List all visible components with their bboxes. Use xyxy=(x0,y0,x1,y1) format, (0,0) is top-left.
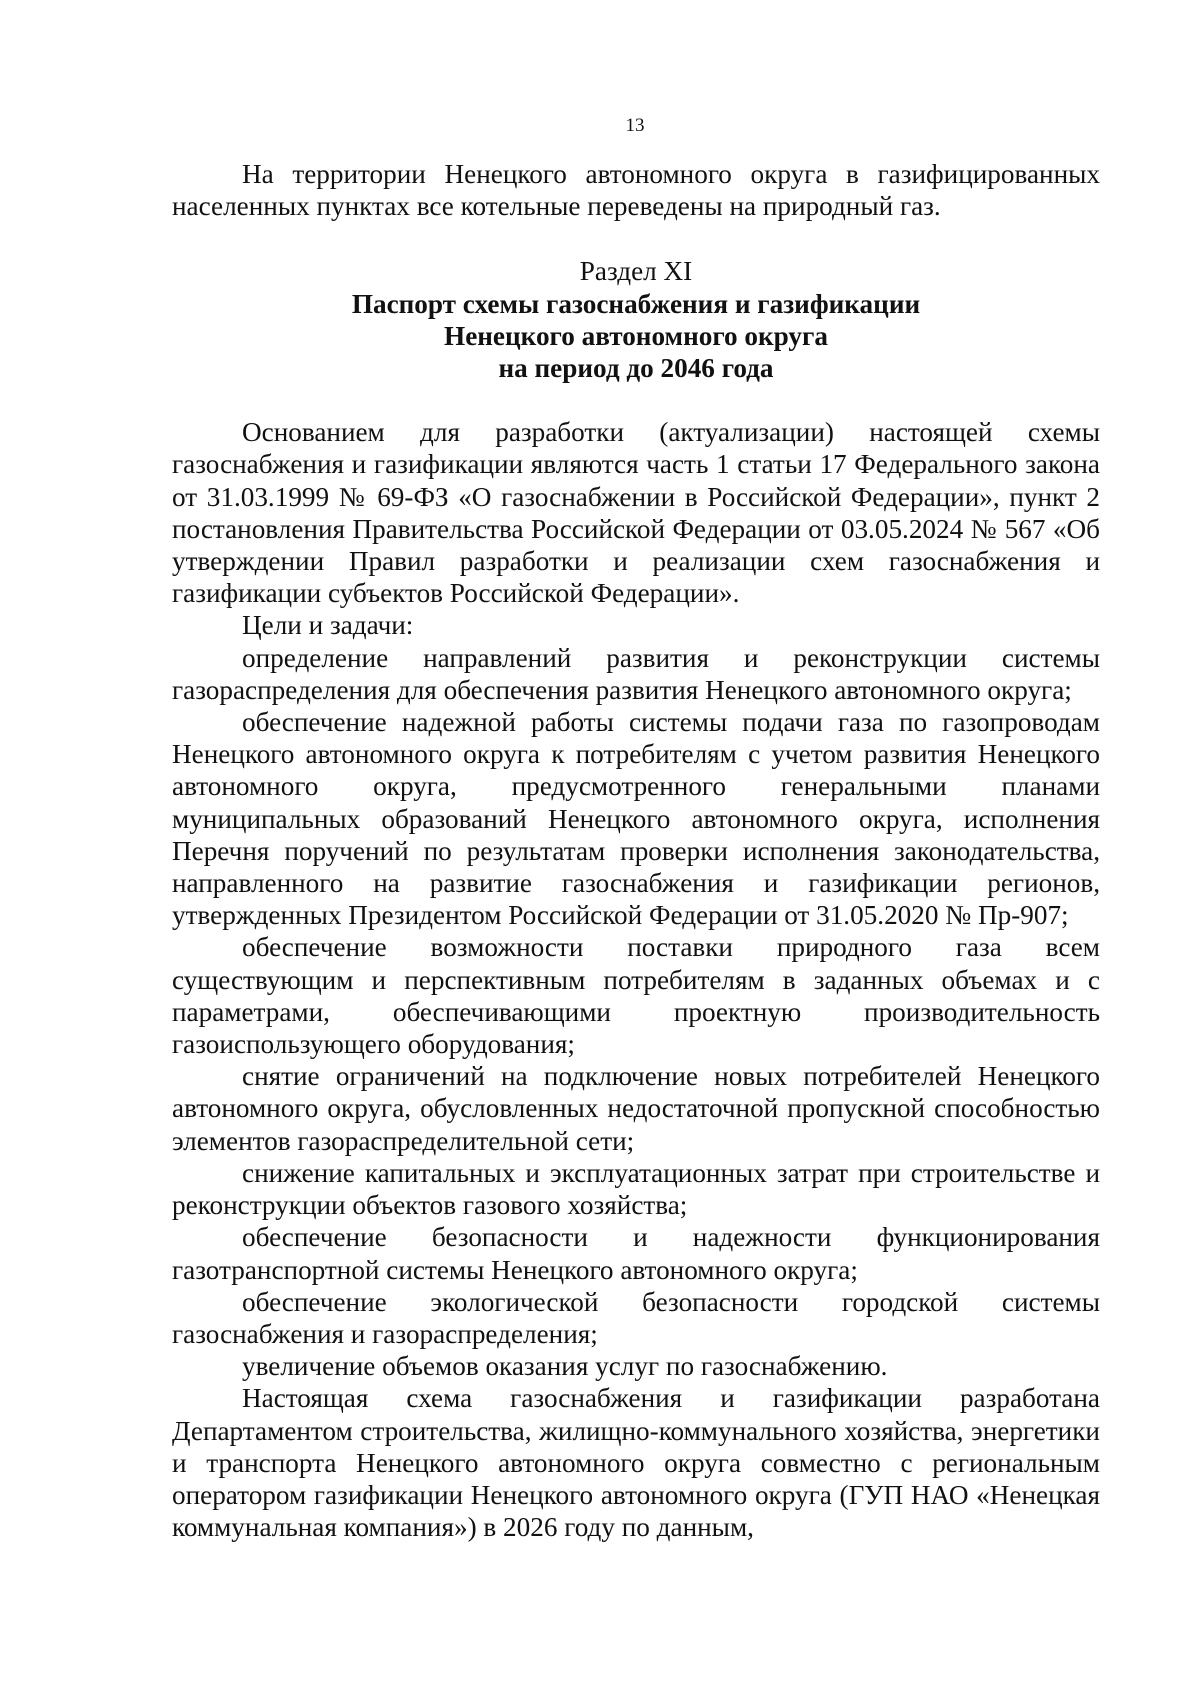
goal-item: обеспечение экологической безопасности городской системы газоснабжения и газораспределения; xyxy=(172,1286,1100,1349)
basis-paragraph: Основанием для разработки (актуализации) настоящей схемы газоснабжения и газификации являются часть 1 статьи 17 Федерального закона от 31.03.1999 № 69-ФЗ «О газоснабжении в Российской Федерации», пункт 2 постановления Правительства Российской Федерации от 03.05.2024 № 567 «Об утверждении Правил разработки и реализации схем газоснабжения и газификации субъектов Российской Федерации». xyxy=(172,417,1100,609)
section-label: Раздел XI xyxy=(579,256,693,287)
section-title-line: на период до 2046 года xyxy=(498,353,774,384)
goal-item: обеспечение возможности поставки природного газа всем существующим и перспективным потребителям в заданных объемах и с параметрами, обеспечивающими проектную производительность газоиспользующего оборудования; xyxy=(172,932,1100,1060)
goal-item: определение направлений развития и реконструкции системы газораспределения для обеспечения развития Ненецкого автономного округа; xyxy=(172,642,1100,705)
goal-item: обеспечение безопасности и надежности функционирования газотранспортной системы Ненецкого автономного округа; xyxy=(172,1222,1100,1285)
goal-item: снижение капитальных и эксплуатационных затрат при строительстве и реконструкции объектов газового хозяйства; xyxy=(172,1157,1100,1221)
goal-item: обеспечение надежной работы системы подачи газа по газопроводам Ненецкого автономного округа к потребителям с учетом развития Ненецкого автономного округа, предусмотренного генеральными планами муниципальных образований Ненецкого автономного округа, исполнения Перечня поручений по результатам проверки исполнения законодательства, направленного на развитие газоснабжения и газификации регионов, утвержденных Президентом Российской Федерации от 31.05.2020 № Пр-907; xyxy=(172,707,1100,931)
section-title-line: Ненецкого автономного округа xyxy=(444,320,828,351)
section-spacer xyxy=(172,384,1100,416)
intro-paragraph: На территории Ненецкого автономного округа в газифицированных населенных пунктах все котельные переведены на природный газ. xyxy=(172,159,1100,222)
goal-item: увеличение объемов оказания услуг по газоснабжению. xyxy=(242,1351,888,1382)
goal-item: снятие ограничений на подключение новых потребителей Ненецкого автономного округа, обусловленных недостаточной пропускной способностью элементов газораспределительной сети; xyxy=(172,1061,1100,1156)
developer-paragraph: Настоящая схема газоснабжения и газификации разработана Департаментом строительства, жилищно-коммунального хозяйства, энергетики и транспорта Ненецкого автономного округа совместно с региональным оператором газификации Ненецкого автономного округа (ГУП НАО «Ненецкая коммунальная компания») в 2026 году по данным, xyxy=(172,1383,1100,1543)
section-title-line: Паспорт схемы газоснабжения и газификации xyxy=(351,288,921,319)
document-body xyxy=(172,158,1100,1543)
goals-heading: Цели и задачи: xyxy=(242,610,414,641)
page-number: 13 xyxy=(625,115,645,136)
